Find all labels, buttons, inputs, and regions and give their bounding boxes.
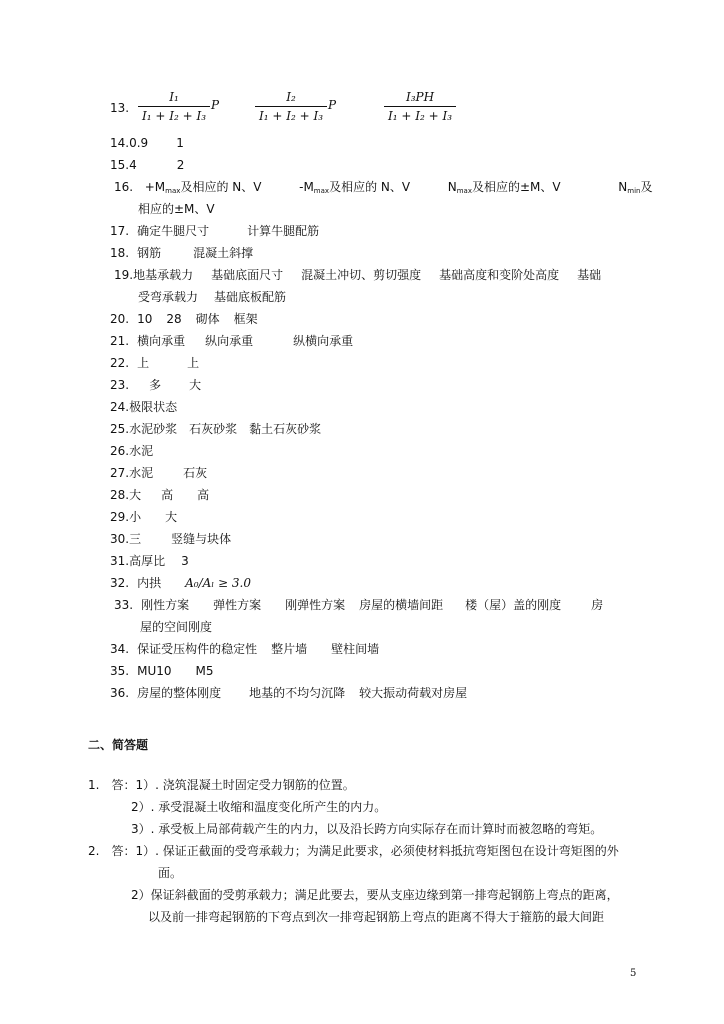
item-19-continued xyxy=(138,289,286,305)
item-26-label: 26. xyxy=(110,444,130,458)
item-18-label: 18. xyxy=(110,246,130,260)
item-21-c: 纵横向承重 xyxy=(293,334,354,348)
q2-line-2-continued: 以及前一排弯起钢筋的下弯点到次一排弯起钢筋上弯点的距离不得大于箍筋的最大间距 xyxy=(148,910,605,924)
item-16-label: 16. xyxy=(114,180,134,194)
item-23-label: 23. xyxy=(110,378,130,392)
item-34-c: 壁柱间墙 xyxy=(331,642,380,656)
item-19-e: 基础 xyxy=(577,268,602,282)
item-31-a: 高厚比 xyxy=(129,554,166,568)
item-17-label: 17. xyxy=(110,224,130,238)
item-19-label: 19. xyxy=(114,268,134,282)
item-28-label: 28. xyxy=(110,488,130,502)
fraction-2-denominator: I₁ + I₂ + I₃ xyxy=(258,109,324,123)
item-30-b: 竖缝与块体 xyxy=(171,532,232,546)
item-21 xyxy=(110,333,353,349)
item-28-b: 高 xyxy=(161,488,174,502)
fraction-1 xyxy=(138,90,210,123)
fraction-3-denominator: I₁ + I₂ + I₃ xyxy=(387,109,453,123)
fraction-2-multiplier: P xyxy=(328,98,337,112)
item-16-p2: $-M_{max}$及相应的 N、V xyxy=(299,180,411,195)
item-34-b: 整片墙 xyxy=(271,642,308,656)
item-33 xyxy=(114,597,603,613)
q1-line-1: 1. 答：1）. 浇筑混凝土时固定受力钢筋的位置。 xyxy=(88,778,355,792)
item-32-a: 内拱 xyxy=(137,576,162,590)
item-32-formula: A₀/Aₗ ≥ 3.0 xyxy=(185,576,251,590)
item-25-label: 25. xyxy=(110,422,130,436)
item-33-continued: 屋的空间刚度 xyxy=(140,620,213,634)
item-25-a: 水泥砂浆 xyxy=(129,422,178,436)
item-32-label: 32. xyxy=(110,576,130,590)
item-33-c: 刚弹性方案 xyxy=(285,598,346,612)
item-18 xyxy=(110,245,253,261)
item-34-label: 34. xyxy=(110,642,130,656)
item-30-label: 30. xyxy=(110,532,130,546)
item-26 xyxy=(110,443,153,459)
fraction-1-numerator: I₁ xyxy=(169,90,179,104)
item-14-label: 14. xyxy=(110,136,130,150)
item-36-a: 房屋的整体刚度 xyxy=(137,686,222,700)
item-33-label: 33. xyxy=(114,598,134,612)
q1-label: 1. xyxy=(88,778,100,792)
item-31 xyxy=(110,553,189,569)
item-22-label: 22. xyxy=(110,356,130,370)
item-24-a: 极限状态 xyxy=(129,400,178,414)
fraction-3-numerator: I₃PH xyxy=(405,90,435,104)
item-36 xyxy=(110,685,467,701)
q2-label: 2. xyxy=(88,844,100,858)
item-15 xyxy=(110,157,184,173)
item-17 xyxy=(110,223,319,239)
item-31-b: 3 xyxy=(181,554,189,568)
item-28 xyxy=(110,487,209,503)
item-21-label: 21. xyxy=(110,334,130,348)
item-33-d: 房屋的横墙间距 xyxy=(359,598,444,612)
item-20 xyxy=(110,311,258,327)
item-22-a: 上 xyxy=(137,356,150,370)
item-16-p4: $N_{min}$及 xyxy=(618,180,653,195)
item-34-a: 保证受压构件的稳定性 xyxy=(137,642,258,656)
item-35 xyxy=(110,663,214,679)
item-14-b: 1 xyxy=(176,136,184,150)
q2-line-1: 2. 答：1）. 保证正截面的受弯承载力；为满足此要求，必须使材料抵抗弯矩图包在设计弯矩图的外 xyxy=(88,844,619,858)
item-28-a: 大 xyxy=(129,488,142,502)
item-33-f: 房 xyxy=(591,598,604,612)
fraction-2 xyxy=(255,90,327,123)
item-16-p1: $+M_{max}$及相应的 N、V xyxy=(144,180,262,195)
item-25 xyxy=(110,421,321,437)
item-27-label: 27. xyxy=(110,466,130,480)
item-23 xyxy=(110,377,201,393)
item-23-b: 大 xyxy=(189,378,202,392)
item-33-e: 楼（屋）盖的刚度 xyxy=(465,598,562,612)
item-24 xyxy=(110,399,177,415)
fraction-3-bar xyxy=(384,106,456,107)
item-25-c: 黏土石灰砂浆 xyxy=(249,422,322,436)
fraction-1-denominator: I₁ + I₂ + I₃ xyxy=(141,109,207,123)
item-18-a: 钢筋 xyxy=(137,246,162,260)
item-17-b: 计算牛腿配筋 xyxy=(247,224,320,238)
section-heading: 二、简答题 xyxy=(88,738,149,752)
item-21-a: 横向承重 xyxy=(137,334,186,348)
page-number: 5 xyxy=(630,968,637,979)
item-35-b: M5 xyxy=(195,664,214,678)
item-35-a: MU10 xyxy=(137,664,172,678)
item-26-a: 水泥 xyxy=(129,444,154,458)
item-22 xyxy=(110,355,199,371)
item-36-c: 较大振动荷载对房屋 xyxy=(359,686,468,700)
item-25-b: 石灰砂浆 xyxy=(189,422,238,436)
item-33-a: 刚性方案 xyxy=(141,598,190,612)
item-16-continued: 相应的±M、V xyxy=(138,202,215,216)
item-16-p3: $N_{max}$及相应的±M、V xyxy=(447,180,561,195)
fraction-2-numerator: I₂ xyxy=(286,90,296,104)
item-35-label: 35. xyxy=(110,664,130,678)
item-19-cont-b: 基础底板配筋 xyxy=(214,290,287,304)
q2-line-2: 2）保证斜截面的受剪承载力；满足此要去，要从支座边缘到第一排弯起钢筋上弯点的距离， xyxy=(131,888,619,902)
item-29-a: 小 xyxy=(129,510,142,524)
item-29-b: 大 xyxy=(165,510,178,524)
item-16 xyxy=(114,179,652,199)
item-20-label: 20. xyxy=(110,312,130,326)
item-13-label: 13. xyxy=(110,101,130,115)
fraction-1-multiplier: P xyxy=(211,98,220,112)
fraction-3 xyxy=(384,90,456,123)
item-36-b: 地基的不均匀沉降 xyxy=(249,686,346,700)
item-20-c: 砌体 xyxy=(195,312,220,326)
item-15-label: 15. xyxy=(110,158,130,172)
item-18-b: 混凝土斜撑 xyxy=(193,246,254,260)
item-22-b: 上 xyxy=(187,356,200,370)
item-27-a: 水泥 xyxy=(129,466,154,480)
item-19-a: 地基承载力 xyxy=(133,268,194,282)
item-24-label: 24. xyxy=(110,400,130,414)
item-36-label: 36. xyxy=(110,686,130,700)
item-15-a: 4 xyxy=(129,158,137,172)
item-19-c: 混凝土冲切、剪切强度 xyxy=(301,268,422,282)
item-31-label: 31. xyxy=(110,554,130,568)
item-27-b: 石灰 xyxy=(183,466,208,480)
fraction-2-bar xyxy=(255,106,327,107)
item-20-d: 框架 xyxy=(233,312,258,326)
item-20-a: 10 xyxy=(137,312,153,326)
item-20-b: 28 xyxy=(166,312,182,326)
item-30-a: 三 xyxy=(129,532,142,546)
item-29-label: 29. xyxy=(110,510,130,524)
item-19 xyxy=(114,267,601,283)
item-33-b: 弹性方案 xyxy=(213,598,262,612)
item-14 xyxy=(110,135,184,151)
item-15-b: 2 xyxy=(176,158,185,172)
q2-line-1-continued: 面。 xyxy=(158,866,183,880)
q1-line-3: 3）. 承受板上局部荷载产生的内力，以及沿长跨方向实际存在而计算时而被忽略的弯矩。 xyxy=(131,822,603,836)
item-19-b: 基础底面尺寸 xyxy=(211,268,284,282)
item-28-c: 高 xyxy=(197,488,210,502)
item-32 xyxy=(110,575,251,591)
item-23-a: 多 xyxy=(149,378,162,392)
item-27 xyxy=(110,465,207,481)
item-21-b: 纵向承重 xyxy=(205,334,254,348)
item-14-a: 0.9 xyxy=(129,136,149,150)
q1-line-2: 2）. 承受混凝土收缩和温度变化所产生的内力。 xyxy=(131,800,387,814)
item-29 xyxy=(110,509,177,525)
item-34 xyxy=(110,641,379,657)
item-19-cont-a: 受弯承载力 xyxy=(138,290,199,304)
fraction-1-bar xyxy=(138,106,210,107)
item-30 xyxy=(110,531,231,547)
item-17-a: 确定牛腿尺寸 xyxy=(137,224,210,238)
item-19-d: 基础高度和变阶处高度 xyxy=(439,268,560,282)
